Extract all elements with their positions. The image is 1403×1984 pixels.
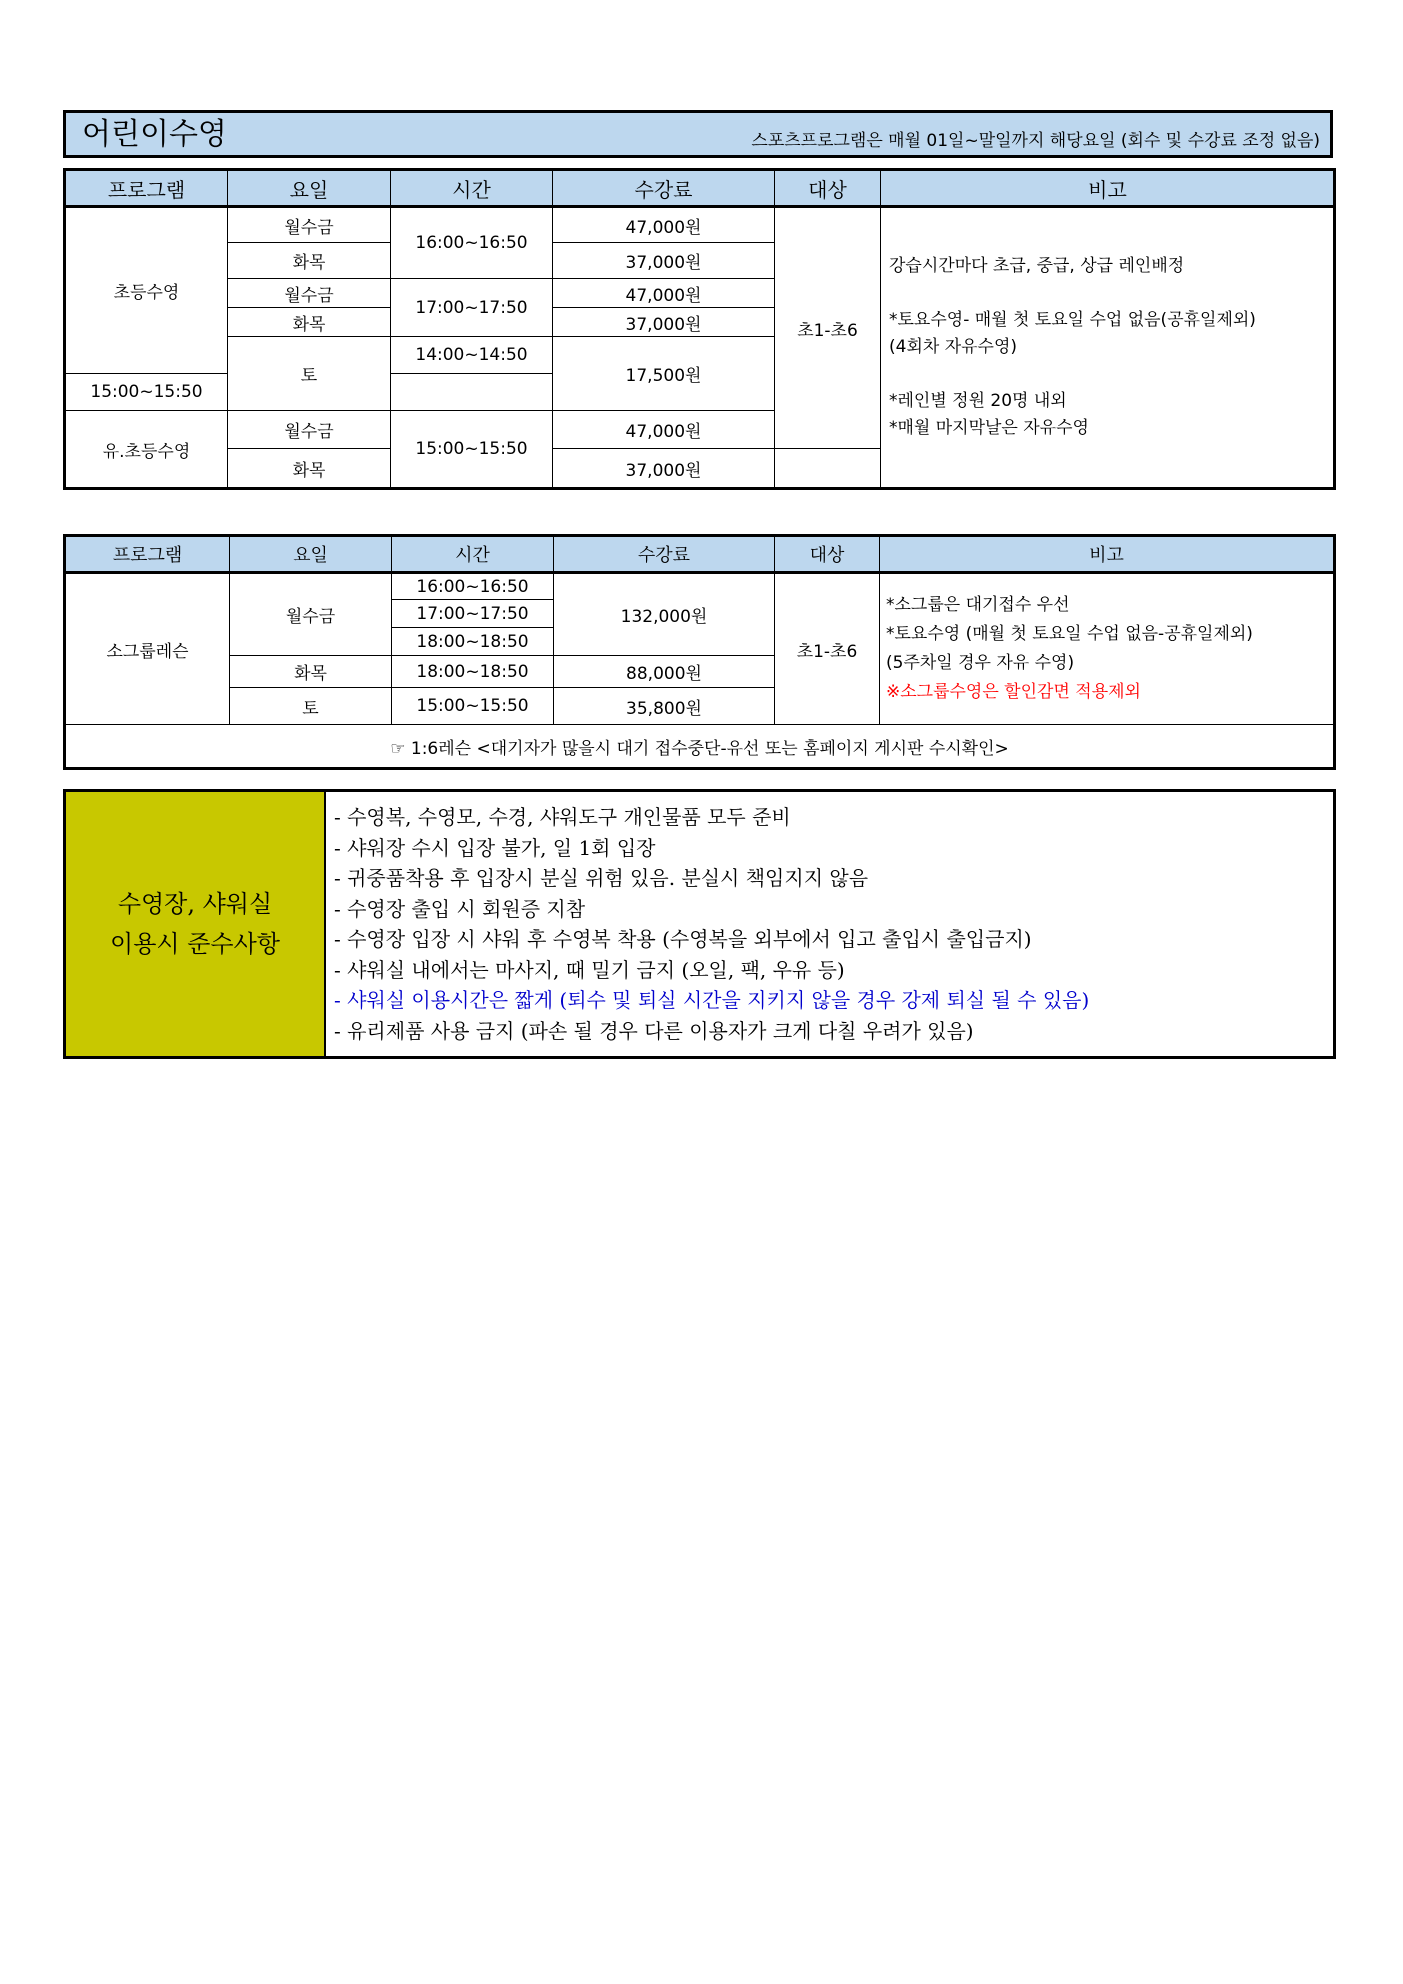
notes-cell	[880, 573, 1335, 725]
notes-cell	[881, 207, 1335, 489]
rule-item: - 유리제품 사용 금지 (파손 될 경우 다른 이용자가 크게 다칠 우려가 있음)	[334, 1018, 974, 1043]
note-line: *소그룹은 대기접수 우선	[886, 595, 1070, 615]
day-cell: 토	[230, 688, 392, 725]
header-target: 대상	[775, 536, 880, 573]
time-cell: 14:00~14:50	[391, 337, 553, 374]
program-cell: 유.초등수영	[65, 411, 228, 489]
header-target: 대상	[775, 170, 881, 207]
time-cell: 15:00~15:50	[392, 688, 554, 725]
small-group-table	[63, 534, 1336, 770]
footer-text: 1:6레슨 <대기자가 많을시 대기 접수중단-유선 또는 홈페이지 게시판 수시확인>	[410, 738, 1009, 759]
program-cell: 소그룹레슨	[65, 573, 230, 725]
fee-cell: 35,800원	[554, 688, 775, 725]
children-swim-table	[63, 168, 1336, 490]
note-line: (5주차일 경우 자유 수영)	[886, 653, 1075, 673]
header-note: 비고	[880, 536, 1335, 573]
rule-item: - 샤워실 내에서는 마사지, 때 밀기 금지 (오일, 팩, 우유 등)	[334, 957, 845, 982]
fee-cell: 37,000원	[553, 449, 775, 489]
note-line: *레인별 정원 20명 내외	[889, 391, 1067, 411]
day-cell: 화목	[228, 449, 391, 489]
fee-cell: 88,000원	[554, 656, 775, 688]
target-cell: 초1-초6	[775, 573, 880, 725]
time-cell: 18:00~18:50	[392, 656, 554, 688]
day-cell: 월수금	[228, 411, 391, 449]
time-cell: 15:00~15:50	[391, 411, 553, 489]
header-day: 요일	[228, 170, 391, 207]
header-time: 시간	[391, 170, 553, 207]
fee-cell: 17,500원	[553, 337, 775, 411]
rule-item: - 수영장 입장 시 샤워 후 수영복 착용 (수영복을 외부에서 입고 출입시 출입금지)	[334, 927, 1032, 951]
note-line: *매월 마지막날은 자유수영	[889, 418, 1089, 438]
header-fee: 수강료	[553, 170, 775, 207]
fee-cell: 37,000원	[553, 308, 775, 337]
fee-cell: 47,000원	[553, 411, 775, 449]
rule-item-highlight: - 샤워실 이용시간은 짧게 (퇴수 및 퇴실 시간을 지키지 않을 경우 강제 퇴실 될 수 있음)	[334, 988, 1090, 1012]
page-subtitle: 스포츠프로그램은 매월 01일~말일까지 해당요일 (회수 및 수강료 조정 없음)	[751, 131, 1320, 151]
day-cell: 월수금	[230, 573, 392, 656]
pool-rules-box	[63, 789, 1336, 1059]
rule-item: - 샤워장 수시 입장 불가, 일 1회 입장	[334, 835, 656, 860]
day-cell: 월수금	[228, 207, 391, 243]
day-cell: 월수금	[228, 279, 391, 308]
header-program: 프로그램	[65, 536, 230, 573]
rule-item: - 수영복, 수영모, 수경, 샤워도구 개인물품 모두 준비	[334, 805, 791, 829]
fee-cell: 47,000원	[553, 279, 775, 308]
header-note: 비고	[881, 170, 1335, 207]
note-line-warning: ※소그룹수영은 할인감면 적용제외	[886, 682, 1141, 702]
header-program: 프로그램	[65, 170, 228, 207]
program-cell: 초등수영	[65, 207, 228, 374]
note-line: 강습시간마다 초급, 중급, 상급 레인배정	[889, 256, 1185, 276]
fee-cell: 37,000원	[553, 243, 775, 279]
day-cell: 화목	[228, 243, 391, 279]
day-cell: 화목	[230, 656, 392, 688]
table-row	[65, 207, 1335, 243]
time-cell: 17:00~17:50	[391, 279, 553, 337]
time-cell: 16:00~16:50	[392, 573, 554, 600]
pointing-hand-icon: ☞	[390, 738, 406, 759]
footer-cell	[65, 725, 1335, 769]
time-cell: 18:00~18:50	[392, 628, 554, 656]
note-line: (4회차 자유수영)	[889, 337, 1018, 357]
time-cell: 16:00~16:50	[391, 207, 553, 279]
time-cell: 17:00~17:50	[392, 600, 554, 628]
rule-item: - 수영장 출입 시 회원증 지참	[334, 896, 586, 921]
table-row	[65, 573, 1335, 600]
rule-item: - 귀중품착용 후 입장시 분실 위험 있음. 분실시 책임지지 않음	[334, 866, 869, 890]
note-line: *토요수영 (매월 첫 토요일 수업 없음-공휴일제외)	[886, 624, 1253, 644]
section-title-banner	[63, 110, 1333, 158]
rules-list	[326, 792, 1333, 1056]
fee-cell: 47,000원	[553, 207, 775, 243]
time-cell: 15:00~15:50	[65, 374, 228, 411]
rules-heading: 수영장, 샤워실 이용시 준수사항	[66, 792, 326, 1056]
header-day: 요일	[230, 536, 392, 573]
day-cell: 토	[228, 337, 391, 411]
header-time: 시간	[392, 536, 554, 573]
header-fee: 수강료	[554, 536, 775, 573]
table-footer-row	[65, 725, 1335, 769]
fee-cell: 132,000원	[554, 573, 775, 656]
day-cell: 화목	[228, 308, 391, 337]
note-line: *토요수영- 매월 첫 토요일 수업 없음(공휴일제외)	[889, 310, 1256, 330]
target-cell: 초1-초6	[775, 207, 881, 449]
page-title: 어린이수영	[82, 117, 227, 152]
